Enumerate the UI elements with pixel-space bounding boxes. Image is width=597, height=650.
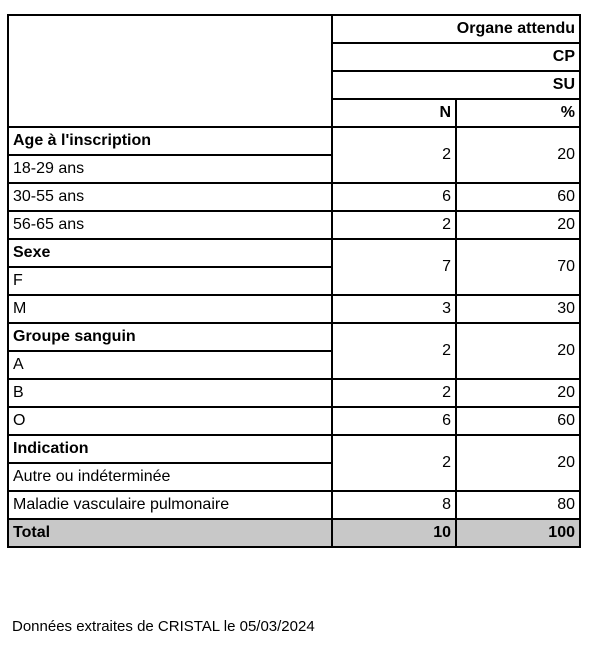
row-label: O: [8, 407, 332, 435]
stats-table: [7, 14, 581, 548]
table-row: [8, 183, 580, 211]
cell-n: 2: [332, 323, 456, 379]
row-label: M: [8, 295, 332, 323]
section-title: Groupe sanguin: [8, 323, 332, 351]
table-row: [8, 491, 580, 519]
cell-pct: 80: [456, 491, 580, 519]
table-row: [8, 295, 580, 323]
source-note: Données extraites de CRISTAL le 05/03/2024: [12, 618, 315, 635]
cell-pct: 20: [456, 211, 580, 239]
header-cp: CP: [332, 43, 580, 71]
header-col-pct: %: [456, 99, 580, 127]
table-row: [8, 211, 580, 239]
row-label: Autre ou indéterminée: [8, 463, 332, 491]
section-title-row: [8, 127, 580, 155]
cell-pct: 20: [456, 379, 580, 407]
section-title-row: [8, 239, 580, 267]
total-pct: 100: [456, 519, 580, 547]
table-row: [8, 407, 580, 435]
total-row: [8, 519, 580, 547]
section-title: Indication: [8, 435, 332, 463]
section-title-row: [8, 435, 580, 463]
header-blank-cell: [8, 15, 332, 127]
cell-pct: 60: [456, 407, 580, 435]
row-label: B: [8, 379, 332, 407]
cell-n: 7: [332, 239, 456, 295]
cell-n: 3: [332, 295, 456, 323]
cell-pct: 70: [456, 239, 580, 295]
row-label: F: [8, 267, 332, 295]
table-row: [8, 379, 580, 407]
section-title: Sexe: [8, 239, 332, 267]
stats-table-container: [7, 14, 581, 548]
header-col-n: N: [332, 99, 456, 127]
header-su: SU: [332, 71, 580, 99]
cell-pct: 20: [456, 127, 580, 183]
section-title-row: [8, 323, 580, 351]
cell-n: 6: [332, 183, 456, 211]
cell-n: 8: [332, 491, 456, 519]
cell-pct: 20: [456, 323, 580, 379]
total-n: 10: [332, 519, 456, 547]
total-label: Total: [8, 519, 332, 547]
cell-n: 2: [332, 127, 456, 183]
header-organe: Organe attendu: [332, 15, 580, 43]
cell-pct: 20: [456, 435, 580, 491]
row-label: 18-29 ans: [8, 155, 332, 183]
cell-n: 6: [332, 407, 456, 435]
row-label: A: [8, 351, 332, 379]
row-label: 56-65 ans: [8, 211, 332, 239]
cell-n: 2: [332, 211, 456, 239]
header-row-organe: [8, 15, 580, 43]
section-title: Age à l'inscription: [8, 127, 332, 155]
row-label: 30-55 ans: [8, 183, 332, 211]
row-label: Maladie vasculaire pulmonaire: [8, 491, 332, 519]
cell-pct: 30: [456, 295, 580, 323]
cell-n: 2: [332, 379, 456, 407]
cell-n: 2: [332, 435, 456, 491]
cell-pct: 60: [456, 183, 580, 211]
